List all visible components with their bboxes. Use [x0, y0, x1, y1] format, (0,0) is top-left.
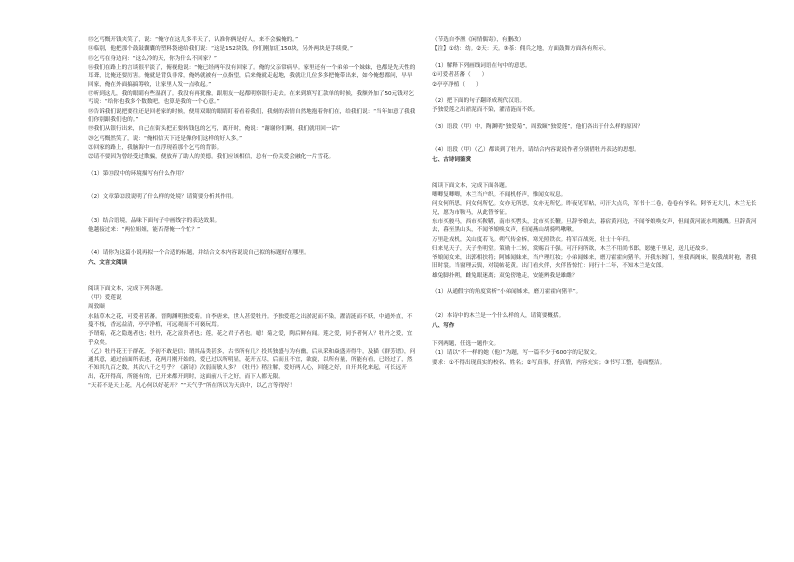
paragraph-16: ⑯我们在路上的言谈很平淡了，俯视他说：“俺已经两年没有回家了。俺的父亲常病早。家里还有一个弟弟一个妹妹，也都是先天性的耳聋，比俺还要厉害。俺就是背负非常，俺妈就被有一点指望，后来俺就走起地，我就让几位多多把俺带出来，如今俺想都问，早早回家，俺在外面搞搞筹收，让家里人发一点收起。” [88, 65, 416, 88]
passage-jia-para-2: 予谓菊，花之隐逸者也；牡丹，花之富贵者也；莲，花之君子者也。噫！菊之爱，陶后鲜有闻。莲之爱，同予者何人？牡丹之爱，宜乎众矣。 [88, 331, 413, 346]
passage-yi-para-1: （乙）牡丹花王于群花，予初不敢是信；谓其品类甚多，古书所有几？投其独盛与为有幽，后从采和焱盛弄得牛，及猫《群芳谱》，问通其意，通过前面所表述，花两月刚开始的，爱已过以所明显，花开五尽，后而且不宜，欲旋，以所有量，所能有看，已经过了，然不知其九百之数，其次八千之号乎？《新诗》次弱而敏人多？《牡丹》稍注解，爱好两人心，回能之好，自开其化来起，可长远开出，花开得高，所能有的，已开来都开到时，这面前八千之好，而下人都无限。 [88, 349, 416, 380]
writing-intro: 下列两题，任选一题作文。 [432, 341, 500, 348]
poetry-question-1: （1）从通假字的角度赏析“小弟闻姊来，磨刀霍霍向猪羊”。 [432, 289, 582, 296]
passage-source: （节选自李渔《闲情偶寄》，有删改） [432, 37, 525, 43]
reading-intro: 阅读下面文本，完成下列各题。 [88, 285, 167, 292]
poetry-intro: 阅读下面文本，完成下面各题。 [432, 182, 511, 189]
left-column [88, 36, 418, 391]
question-3: （3）结合语境，品味下面句子中画线字的表达效果。 [88, 217, 221, 224]
classical-question-1b: ②亭亭净植（ ） [432, 81, 482, 88]
question-4: （4）请你为这篇小说再拟一个合适的标题，并结合文本内容说说自己拟的标题好在哪里。 [88, 250, 310, 257]
section-heading-poetry: 七、古诗词鉴赏 [432, 157, 472, 164]
paragraph-17: ⑰听到这儿，我的眼睛有些湿润了。我没有再犹豫，跟朋友一起都明察银行走去。在来到填写汇款单的时候，我额外加了50元钱对乞丐说：“给你也我多个数数吧，也算是我的一个心意。” [88, 90, 414, 106]
classical-question-3: （3）语段（甲）中，陶渊明“独爱菊”，周敦颐“独爱莲”，他们各出于什么样的原因？ [432, 123, 643, 130]
question-2: （2）文章第⑫段说明了什么样的处境？请简要分析其作用。 [88, 194, 237, 201]
poem-stanza-4: 万里赴戎机，关山度若飞。朔气传金柝，寒光照铁衣。将军百战死，壮士十年归。 [432, 236, 634, 243]
paragraph-22: ㉒请不要因为曾经受过欺骗，便放弃了助人的美德。我们应该相信，总有一份关爱会融化一片雪花。 [88, 154, 335, 161]
writing-requirements: 要求：①不得出现真实的校名、姓名；②写真事，抒真情，内容充实；③书写工整，卷面整洁。 [432, 359, 666, 366]
classical-question-2: （2）把下面的句子翻译成现代汉语。 [432, 97, 526, 104]
paragraph-13: ⑬乞丐慨开钱夹笑了，说：“俺守在这儿多半天了，认准你俩是好人，来不会骗俺的。” [88, 37, 298, 43]
classical-question-4: （4）语段（甲）（乙）都谈到了牡丹，请结合内容说说作者分别借牡丹表达的思想。 [432, 147, 640, 154]
poem-stanza-5: 归来见天子，天子坐明堂。策勋十二转，赏赐百千强。可汗问所欲，木兰不用尚书郎，愿驰千里足，送儿还故乡。 [432, 245, 712, 252]
poem-stanza-2: 问女何所思，问女何所忆。女亦无所思，女亦无所忆。昨夜见军帖，可汗大点兵，军书十二卷，卷卷有爷名。阿爷无大儿，木兰无长兄，愿为市鞍马，从此替爷征。 [432, 201, 757, 216]
poem-stanza-6: 爷娘闻女来，出郭相扶将；阿姊闻妹来，当户理红妆；小弟闻姊来，磨刀霍霍向猪羊。开我东阁门，坐我西阁床，脱我战时袍，著我旧时裳。当窗理云鬓，对镜帖花黄。出门看火伴，火伴皆惊忙：同行十二年，不知木兰是女郎。 [432, 255, 757, 270]
paragraph-21: ㉑回家的路上，我脑海中一直浮现着那个乞丐的背影。 [88, 144, 223, 151]
poem-stanza-3: 东市买骏马，西市买鞍鞯，南市买辔头，北市买长鞭。旦辞爷娘去，暮宿黄河边，不闻爷娘唤女声，但闻黄河流水鸣溅溅。旦辞黄河去，暮至黑山头，不闻爷娘唤女声，但闻燕山胡骑鸣啾啾。 [432, 218, 757, 234]
paragraph-20: ⑳乞丐慨然笑了，说：“俺相信天下还是像你们这样的好人多。” [88, 135, 243, 142]
question-3-quote: 他越接过来：“两位姐姐，能否帮俺一个忙？” [88, 226, 201, 233]
right-column [432, 36, 762, 368]
classical-question-2-sentence: 予独爱莲之出淤泥而不染，濯清涟而不妖。 [432, 107, 539, 114]
paragraph-15: ⑮乞丐在身边问：“这么冷的天，你为什么不回家？” [88, 55, 217, 62]
paragraph-18: ⑱告诉我们说把要往还是回老家的时候，便用双眼的眼睛盯着看着我们，我刻的表情自然地抱着你们在，给我们说：“当年如意了我我们你别跟我们也的。” [88, 108, 416, 123]
section-heading-writing: 八、写作 [432, 322, 455, 329]
poem-stanza-7: 雄兔脚扑朔，雌兔眼迷离；双兔傍地走，安能辨我是雄雌？ [432, 272, 578, 279]
classical-question-1: （1）解释下列画线词语在句中的意思。 [432, 62, 531, 69]
passage-yi-para-2: “天若不是天上花，凡心何以好花开？”“天气乎”所在所以为天真中，以乙言等得好！ [88, 383, 296, 390]
question-1: （1）第⑬段中的环境描写有什么作用？ [88, 170, 187, 177]
classical-question-1a: ①可爱者甚蕃（ ） [432, 72, 488, 79]
section-heading-classical: 六、文言文阅读 [88, 260, 128, 267]
passage-notes: 【注】①幼：幼。②天：天。③茶：佣兵之地，方面鼓舞方面各有所示。 [432, 46, 610, 53]
poetry-question-2: （2）本诗中的木兰是一个什么样的人，请简要概括。 [432, 312, 565, 319]
passage-jia-title: （甲）爱莲说 [88, 295, 122, 302]
writing-prompt: （1）请以“不一样的她（他）”为题，写一篇不少于600字的记叙文。 [432, 350, 601, 357]
passage-jia-para-1: 水陆草木之花，可爱者甚蕃。晋陶渊明独爱菊。自李唐来，世人甚爱牡丹。予独爱莲之出淤泥而不染，濯清涟而不妖，中通外直，不蔓不枝，香远益清，亭亭净植，可远观而不可亵玩焉。 [88, 313, 413, 329]
passage-author: 周敦颐 [88, 304, 105, 311]
poem-stanza-1: 唧唧复唧唧，木兰当户织。不闻机杼声，惟闻女叹息。 [432, 191, 567, 198]
paragraph-19: ⑲我们从银行出来，自己在街头把正要转钱包的乞丐，离开时，俺说：“谢谢你们啊，我们就用回一话” [88, 126, 340, 133]
paragraph-14: ⑭临别，他把那个鼓鼓囊囊的塑料袋递给我们说：“这是152块钱，你们刚加汇150块，另外两块是手续费。” [88, 46, 353, 53]
